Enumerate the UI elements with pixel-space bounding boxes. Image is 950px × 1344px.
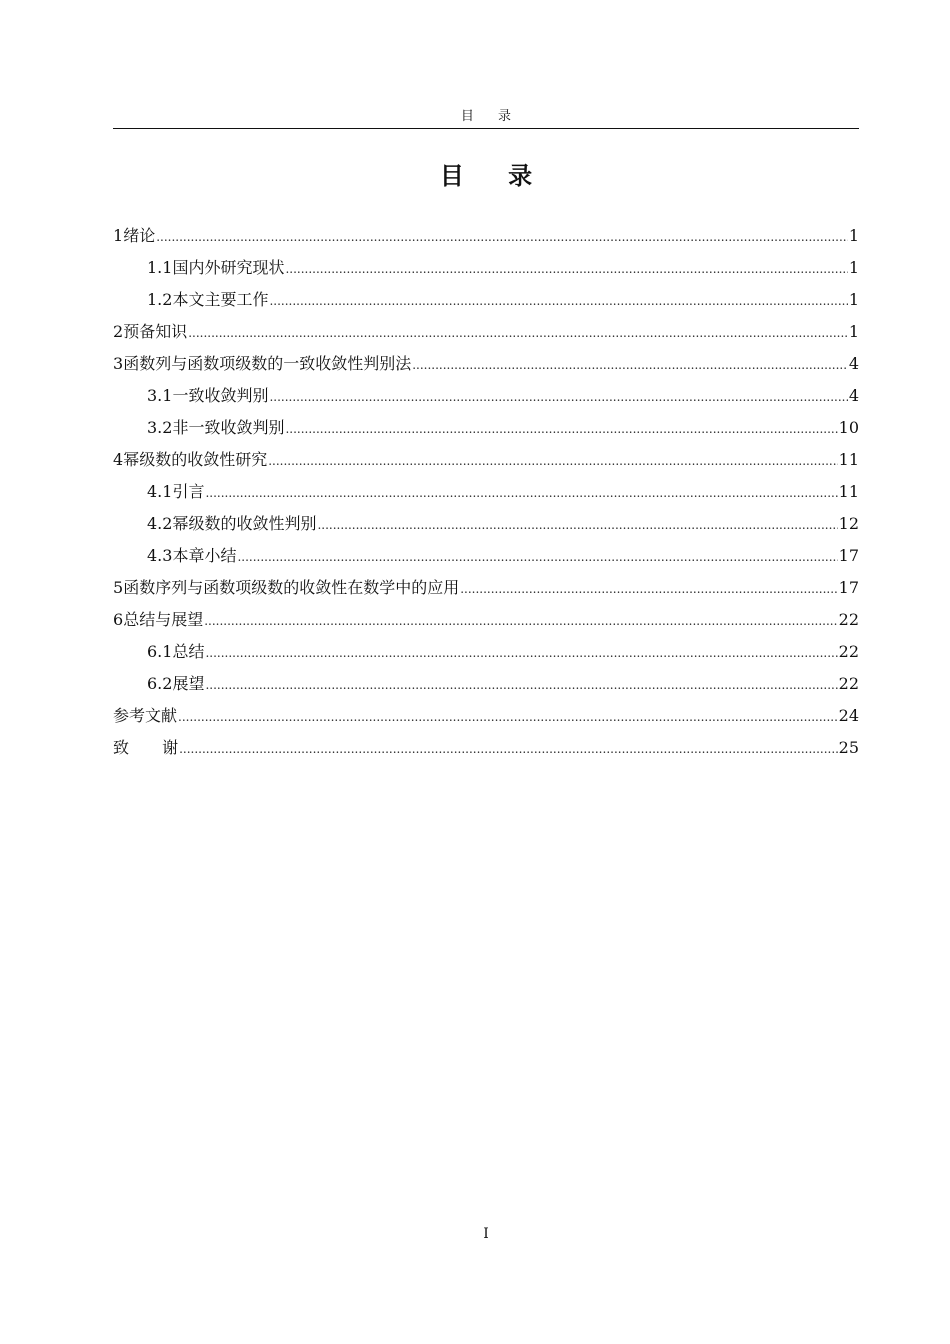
- dot-leader: [178, 701, 838, 733]
- toc-entry-1[interactable]: [113, 220, 859, 252]
- toc-entry-page: 22: [838, 642, 859, 661]
- toc-entry-1-2[interactable]: [113, 284, 859, 316]
- toc-entry-5[interactable]: [113, 572, 859, 604]
- toc-entry-6[interactable]: [113, 604, 859, 636]
- toc-entry-page: 11: [838, 482, 859, 501]
- toc-entry-title: 幂级数的收敛性判别: [172, 514, 317, 533]
- page-number: I: [483, 1226, 489, 1242]
- toc-entry-4-1[interactable]: [113, 476, 859, 508]
- toc-entry-3[interactable]: [113, 348, 859, 380]
- toc-entry-title: 函数列与函数项级数的一致收敛性判别法: [123, 354, 412, 373]
- toc-entry-page: 4: [848, 354, 859, 373]
- toc-entry-number: 6.2: [147, 674, 173, 693]
- toc-entry-title: 引言: [172, 482, 205, 501]
- dot-leader: [285, 413, 837, 445]
- toc-entry-number: 6: [113, 610, 124, 629]
- toc-entry-title: 展望: [172, 674, 205, 693]
- dot-leader: [285, 253, 847, 285]
- toc-entry-page: 24: [838, 706, 859, 725]
- dot-leader: [204, 605, 837, 637]
- dot-leader: [188, 317, 848, 349]
- toc-entry-page: 17: [838, 578, 859, 597]
- toc-title: 目 录: [439, 162, 551, 190]
- toc-entry-number: 3.1: [147, 386, 173, 405]
- toc-entry-references[interactable]: [113, 700, 859, 732]
- toc-entry-2[interactable]: [113, 316, 859, 348]
- toc-entry-number: 1.2: [147, 290, 173, 309]
- toc-entry-title: 本文主要工作: [172, 290, 269, 309]
- toc-entry-4-2[interactable]: [113, 508, 859, 540]
- toc-entry-number: 2: [113, 322, 124, 341]
- dot-leader: [269, 285, 847, 317]
- toc-entry-title: 幂级数的收敛性研究: [123, 450, 268, 469]
- toc-entry-title: 函数序列与函数项级数的收敛性在数学中的应用: [123, 578, 460, 597]
- toc-entry-title: 致 谢: [113, 738, 193, 757]
- toc-entry-title: 一致收敛判别: [172, 386, 269, 405]
- toc-entry-page: 22: [838, 610, 859, 629]
- toc-entry-title: 本章小结: [172, 546, 237, 565]
- toc-entry-number: 4.1: [147, 482, 173, 501]
- toc-entry-number: 4: [113, 450, 124, 469]
- toc-entry-number: 3.2: [147, 418, 173, 437]
- toc-entry-page: 1: [848, 258, 859, 277]
- toc-entry-6-2[interactable]: [113, 668, 859, 700]
- toc-entry-page: 4: [848, 386, 859, 405]
- dot-leader: [412, 349, 848, 381]
- toc-entry-page: 1: [848, 290, 859, 309]
- toc-entry-page: 10: [838, 418, 859, 437]
- toc-entry-page: 17: [838, 546, 859, 565]
- dot-leader: [237, 541, 837, 573]
- toc-entry-title: 国内外研究现状: [172, 258, 285, 277]
- toc-entry-1-1[interactable]: [113, 252, 859, 284]
- toc-entry-number: 1: [113, 226, 124, 245]
- dot-leader: [268, 445, 837, 477]
- toc-entry-4[interactable]: [113, 444, 859, 476]
- dot-leader: [179, 733, 838, 765]
- dot-leader: [460, 573, 837, 605]
- dot-leader: [156, 221, 848, 253]
- running-header: 目 录: [460, 109, 522, 124]
- toc-entry-page: 25: [838, 738, 859, 757]
- toc-entry-page: 12: [838, 514, 859, 533]
- toc-entry-page: 22: [838, 674, 859, 693]
- toc-entry-acknowledgements[interactable]: [113, 732, 859, 764]
- toc-entry-title: 绪论: [123, 226, 156, 245]
- toc-entry-number: 4.3: [147, 546, 173, 565]
- toc-entry-4-3[interactable]: [113, 540, 859, 572]
- toc-entry-title: 参考文献: [113, 706, 178, 725]
- toc-entry-number: 5: [113, 578, 124, 597]
- toc-entry-number: 3: [113, 354, 124, 373]
- toc-entry-title: 非一致收敛判别: [172, 418, 285, 437]
- toc-entry-3-2[interactable]: [113, 412, 859, 444]
- toc-entry-page: 1: [848, 322, 859, 341]
- toc-entry-number: 1.1: [147, 258, 173, 277]
- toc-entry-number: 4.2: [147, 514, 173, 533]
- toc-entry-3-1[interactable]: [113, 380, 859, 412]
- toc-entry-number: 6.1: [147, 642, 173, 661]
- dot-leader: [205, 637, 837, 669]
- toc-entry-title: 预备知识: [123, 322, 188, 341]
- dot-leader: [317, 509, 837, 541]
- dot-leader: [205, 477, 837, 509]
- dot-leader: [269, 381, 847, 413]
- table-of-contents: [113, 220, 859, 764]
- toc-entry-title: 总结与展望: [123, 610, 204, 629]
- dot-leader: [205, 669, 837, 701]
- toc-entry-6-1[interactable]: [113, 636, 859, 668]
- header-rule: [113, 128, 859, 129]
- toc-entry-page: 1: [848, 226, 859, 245]
- toc-entry-title: 总结: [172, 642, 205, 661]
- toc-entry-page: 11: [838, 450, 859, 469]
